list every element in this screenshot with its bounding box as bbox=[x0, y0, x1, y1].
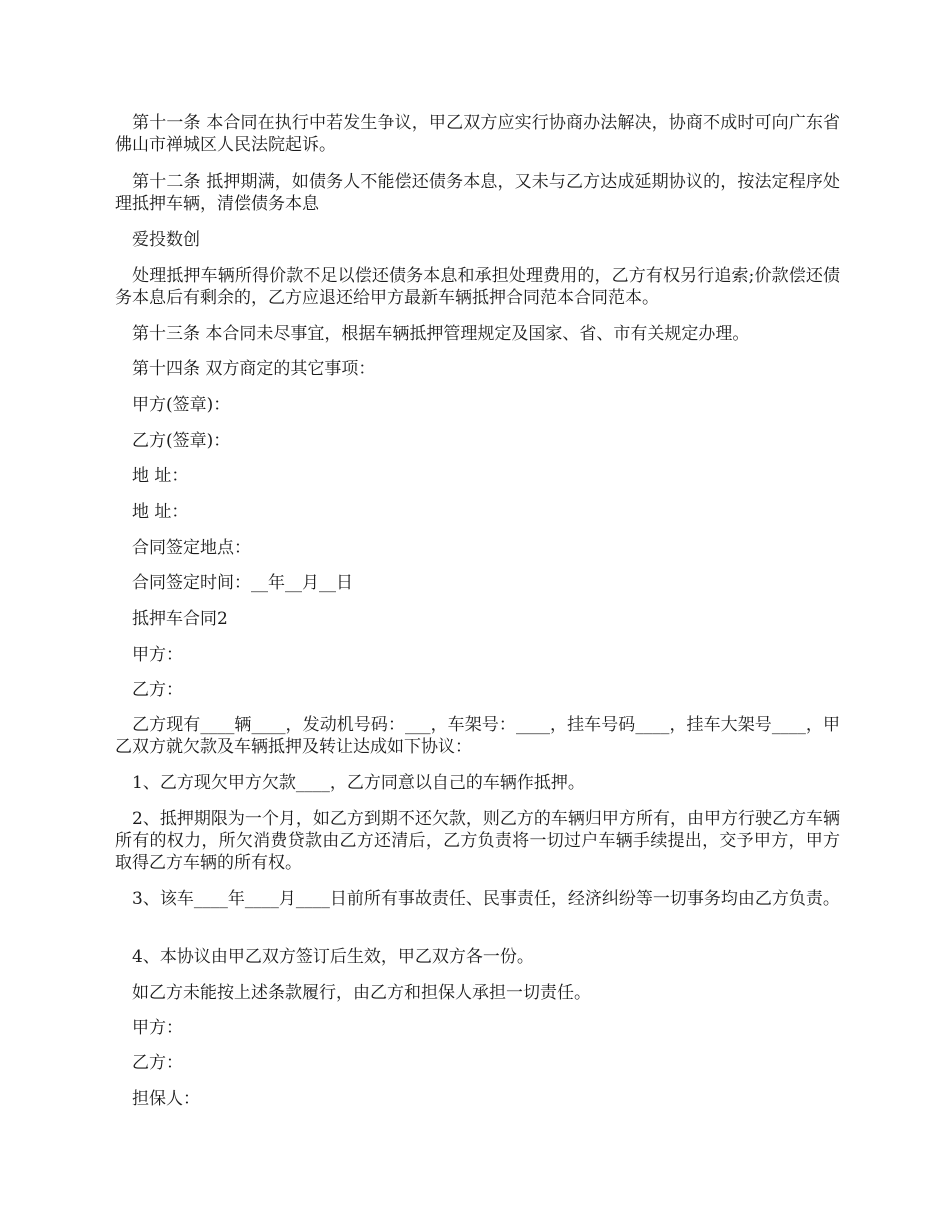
contract-2-party-b: 乙方： bbox=[115, 680, 183, 700]
paragraph-article-11: 第十一条 本合同在执行中若发生争议，甲乙双方应实行协商办法解决，协商不成时可向广东省佛山市禅城区人民法院起诉。 bbox=[115, 113, 840, 155]
contract-2-intro: 乙方现有____辆____，发动机号码：___，车架号：____，挂车号码____，挂车大架号____，甲乙双方就欠款及车辆抵押及转让达成如下协议： bbox=[115, 715, 840, 757]
contract-2-party-a: 甲方： bbox=[115, 645, 183, 665]
signature-party-b: 乙方(签章)： bbox=[115, 431, 231, 451]
clause-3: 3、该车____年____月____日前所有事故责任、民事责任，经济纠纷等一切事务均由乙方负责。 bbox=[115, 889, 840, 909]
final-party-a: 甲方： bbox=[115, 1018, 183, 1038]
signing-date: 合同签定时间：__年__月__日 bbox=[115, 573, 353, 593]
paragraph-disposal: 处理抵押车辆所得价款不足以偿还债务本息和承担处理费用的，乙方有权另行追索;价款偿还债务本息后有剩余的，乙方应退还给甲方最新车辆抵押合同范本合同范本。 bbox=[115, 266, 840, 308]
guarantor: 担保人： bbox=[115, 1089, 200, 1109]
clause-4: 4、本协议由甲乙双方签订后生效，甲乙双方各一份。 bbox=[115, 947, 534, 967]
paragraph-article-14: 第十四条 双方商定的其它事项： bbox=[115, 359, 376, 379]
signature-party-a: 甲方(签章)： bbox=[115, 395, 231, 415]
final-party-b: 乙方： bbox=[115, 1053, 183, 1073]
address-party-a: 地 址： bbox=[115, 466, 189, 486]
liability-clause: 如乙方未能按上述条款履行，由乙方和担保人承担一切责任。 bbox=[115, 983, 591, 1003]
paragraph-article-12: 第十二条 抵押期满，如债务人不能偿还债务本息，又未与乙方达成延期协议的，按法定程序处理抵押车辆，清偿债务本息 bbox=[115, 172, 840, 214]
address-party-b: 地 址： bbox=[115, 502, 189, 522]
paragraph-article-13: 第十三条 本合同未尽事宜，根据车辆抵押管理规定及国家、省、市有关规定办理。 bbox=[115, 324, 750, 344]
signing-location: 合同签定地点： bbox=[115, 538, 251, 558]
paragraph-note: 爱投数创 bbox=[115, 230, 200, 250]
clause-1: 1、乙方现欠甲方欠款____，乙方同意以自己的车辆作抵押。 bbox=[115, 773, 585, 793]
clause-2: 2、抵押期限为一个月，如乙方到期不还欠款，则乙方的车辆归甲方所有，由甲方行驶乙方车辆所有的权力，所欠消费贷款由乙方还清后，乙方负责将一切过户车辆手续提出，交予甲方，甲方取得乙方车辆的所有权。 bbox=[115, 809, 840, 873]
contract-2-title: 抵押车合同2 bbox=[115, 609, 228, 629]
